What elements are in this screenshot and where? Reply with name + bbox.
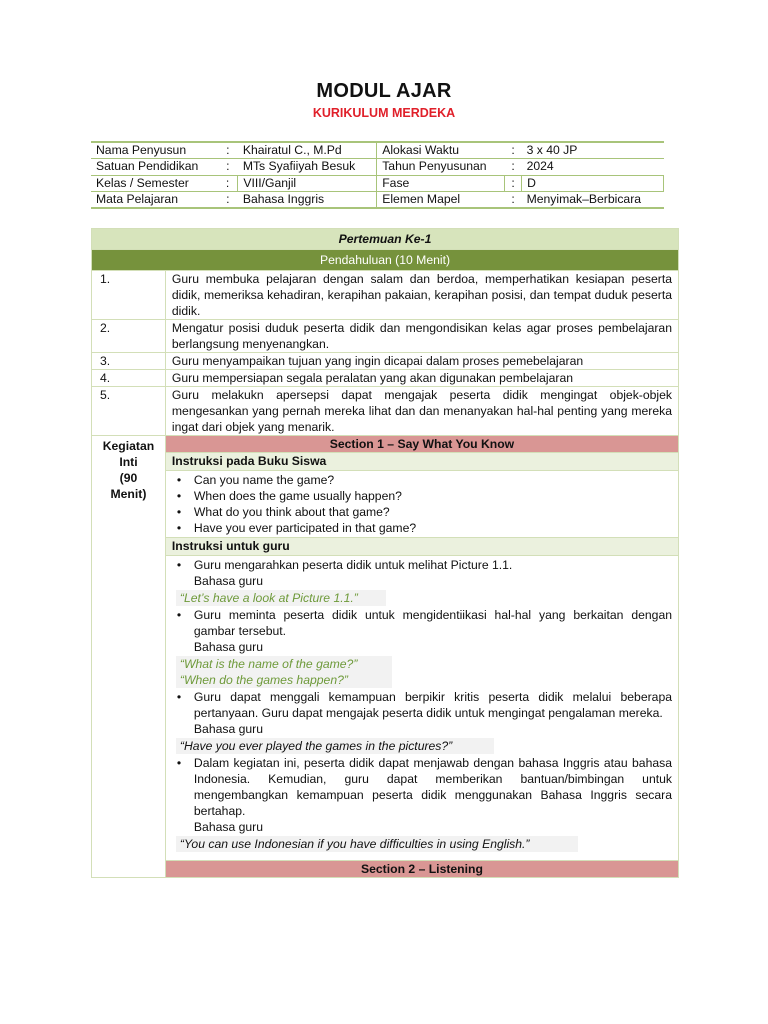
- colon: :: [505, 159, 522, 176]
- bahasa-guru-label: Bahasa guru: [193, 820, 264, 834]
- section1-row: [92, 436, 679, 453]
- identity-value: 3 x 40 JP: [522, 142, 664, 159]
- identity-label: Alokasi Waktu: [377, 142, 505, 159]
- identity-value: Khairatul C., M.Pd: [238, 142, 377, 159]
- identity-value: VIII/Ganjil: [238, 175, 377, 192]
- step-row: [92, 387, 679, 436]
- identity-value: 2024: [522, 159, 664, 176]
- step-number: 1.: [92, 271, 166, 320]
- step-number: 4.: [92, 370, 166, 387]
- list-item: • When does the game usually happen?: [172, 488, 672, 504]
- inti-label-line: (90: [119, 471, 138, 485]
- teacher-quote: “What is the name of the game?”: [176, 656, 392, 672]
- colon: :: [218, 142, 238, 159]
- identity-label: Tahun Penyusunan: [377, 159, 505, 176]
- teacher-quote: “Have you ever played the games in the pictures?”: [176, 738, 494, 754]
- buku-siswa-list: [165, 471, 678, 538]
- list-item: • Guru meminta peserta didik untuk mengidentiikasi hal-hal yang berkaitan dengan gambar tersebut.: [172, 607, 672, 639]
- colon: :: [218, 159, 238, 176]
- section-1-header: Section 1 – Say What You Know: [165, 436, 678, 453]
- document-title: MODUL AJAR: [316, 80, 452, 102]
- identity-label: Fase: [377, 175, 505, 192]
- identity-row: [91, 142, 664, 159]
- guru-header: Instruksi untuk guru: [165, 538, 678, 556]
- step-row: [92, 353, 679, 370]
- identity-label: Nama Penyusun: [91, 142, 218, 159]
- identity-value: MTs Syafiiyah Besuk: [238, 159, 377, 176]
- document-subtitle: KURIKULUM MERDEKA: [312, 106, 456, 120]
- colon: :: [505, 175, 522, 192]
- teacher-quote: “Let’s have a look at Picture 1.1.”: [176, 590, 386, 606]
- colon: :: [505, 192, 522, 209]
- inti-label-line: Menit): [110, 487, 147, 501]
- pendahuluan-title: Pendahuluan (10 Menit): [92, 250, 679, 271]
- bahasa-guru-label: Bahasa guru: [193, 640, 264, 654]
- step-row: [92, 320, 679, 353]
- list-item: • Guru mengarahkan peserta didik untuk melihat Picture 1.1.: [172, 557, 672, 573]
- colon: :: [218, 175, 238, 192]
- step-row: [92, 370, 679, 387]
- identity-row: [91, 159, 664, 176]
- identity-label: Elemen Mapel: [377, 192, 505, 209]
- step-text: Guru mempersiapan segala peralatan yang akan digunakan pembelajaran: [165, 370, 678, 387]
- teacher-quote: “When do the games happen?”: [176, 672, 392, 688]
- identity-label: Mata Pelajaran: [91, 192, 218, 209]
- inti-label-line: Inti: [119, 455, 138, 469]
- step-text: Guru menyampaikan tujuan yang ingin dicapai dalam proses pemebelajaran: [165, 353, 678, 370]
- buku-siswa-header: Instruksi pada Buku Siswa: [165, 453, 678, 471]
- identity-label: Kelas / Semester: [91, 175, 218, 192]
- identity-value: D: [522, 175, 664, 192]
- list-item: • Have you ever participated in that game?: [172, 520, 672, 536]
- identity-row: [91, 175, 664, 192]
- identity-label: Satuan Pendidikan: [91, 159, 218, 176]
- section-2-header: Section 2 – Listening: [165, 861, 678, 878]
- activity-table: [91, 228, 679, 878]
- list-item: • Dalam kegiatan ini, peserta didik dapat menjawab dengan bahasa Inggris atau bahasa Indonesia. Kemudian, guru dapat memberikan bantuan/bimbingan untuk mengembangkan kemampuan peserta didik menggunakan Bahasa Inggris secara bertahap.: [172, 755, 672, 819]
- identity-value: Bahasa Inggris: [238, 192, 377, 209]
- bahasa-guru-label: Bahasa guru: [193, 574, 264, 588]
- meeting-title-row: [92, 229, 679, 250]
- inti-label-line: Kegiatan: [102, 439, 155, 453]
- colon: :: [218, 192, 238, 209]
- step-text: Mengatur posisi duduk peserta didik dan mengondisikan kelas agar proses pembelajaran berlangsung menyenangkan.: [165, 320, 678, 353]
- identity-table: [91, 141, 664, 209]
- step-number: 5.: [92, 387, 166, 436]
- kegiatan-inti-label: [92, 436, 166, 878]
- step-text: Guru membuka pelajaran dengan salam dan berdoa, memperhatikan kesiapan peserta didik, memeriksa kehadiran, kerapihan pakaian, kerapihan posisi, dan tempat duduk peserta didik.: [165, 271, 678, 320]
- bahasa-guru-label: Bahasa guru: [193, 722, 264, 736]
- meeting-title: Pertemuan Ke-1: [92, 229, 679, 250]
- step-number: 2.: [92, 320, 166, 353]
- pendahuluan-row: [92, 250, 679, 271]
- list-item: • Can you name the game?: [172, 472, 672, 488]
- step-row: [92, 271, 679, 320]
- list-item: • Guru dapat menggali kemampuan berpikir kritis peserta didik melalui beberapa pertanyaan. Guru dapat mengajak peserta didik untuk mengingat pengalaman mereka.: [172, 689, 672, 721]
- guru-list: [165, 556, 678, 861]
- teacher-quote: “You can use Indonesian if you have difficulties in using English.”: [176, 836, 578, 852]
- identity-value: Menyimak–Berbicara: [522, 192, 664, 209]
- colon: :: [505, 142, 522, 159]
- step-number: 3.: [92, 353, 166, 370]
- identity-row: [91, 192, 664, 209]
- step-text: Guru melakukn apersepsi dapat mengajak peserta didik mengingat objek-objek mengesankan yang pernah mereka lihat dan dan menanyakan hal-hal penting yang mereka ingat dari objek yang menarik.: [165, 387, 678, 436]
- list-item: • What do you think about that game?: [172, 504, 672, 520]
